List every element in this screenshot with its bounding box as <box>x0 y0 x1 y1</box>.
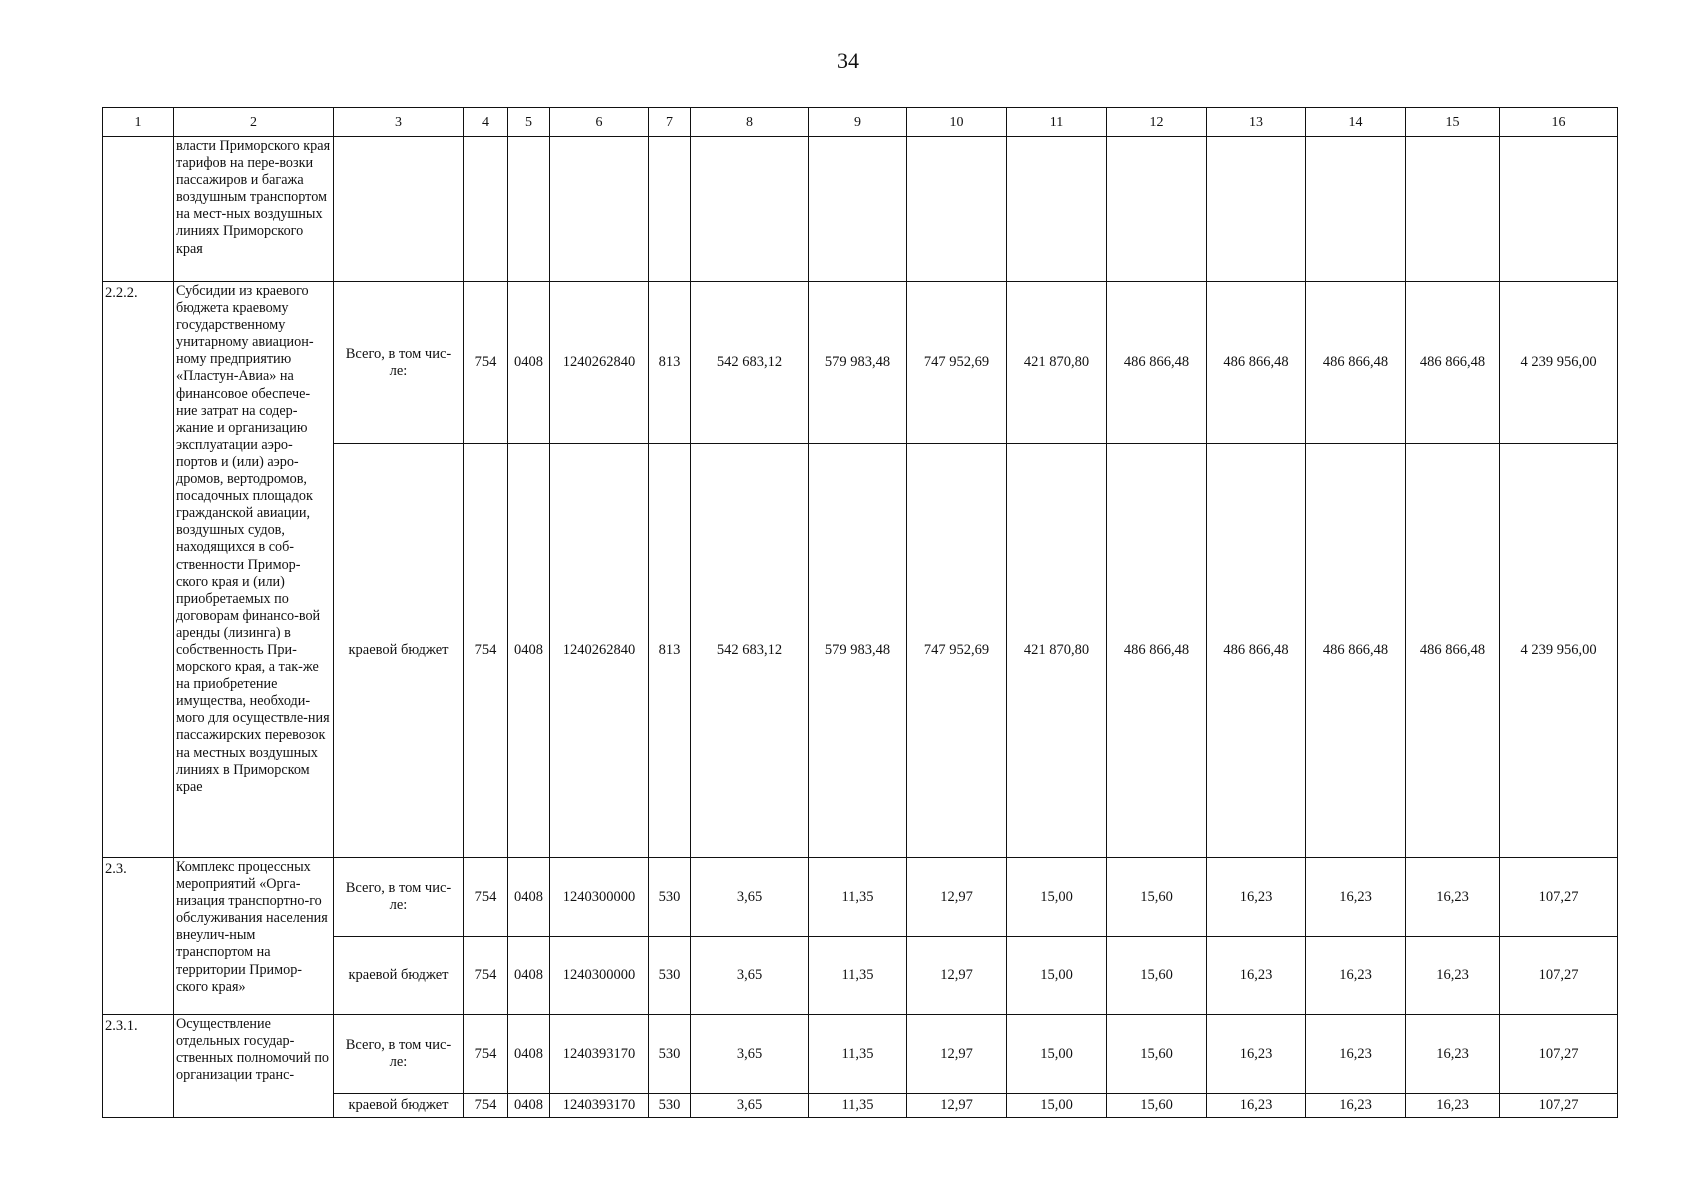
value-cell: 15,00 <box>1007 937 1107 1015</box>
item-number: 2.3. <box>103 858 174 1015</box>
code-cell: 754 <box>464 937 508 1015</box>
value-cell: 486 866,48 <box>1107 282 1207 444</box>
header-row <box>103 108 1618 137</box>
code-cell: 1240393170 <box>550 1094 649 1118</box>
value-cell: 16,23 <box>1207 937 1306 1015</box>
column-header: 10 <box>907 108 1007 137</box>
column-header: 16 <box>1500 108 1618 137</box>
item-name: власти Приморского края тарифов на пере-возки пассажиров и багажа воздушным транспортом на мест-ных воздушных линиях Приморского края <box>174 137 334 282</box>
item-number <box>103 137 174 282</box>
item-name: Субсидии из краевого бюджета краевому государственному унитарному авиацион-ному предприятию «Пластун-Авиа» на финансовое обеспече-ние затрат на содер-жание и организацию эксплуатации аэро-портов и (или) аэро-дромов, вертодромов, посадочных площадок гражданской авиации, воздушных судов, находящихся в соб-ственности Примор-ского края и (или) приобретаемых по договорам финансо-вой аренды (лизинга) в собственность При-морского края, а так-же на приобретение имущества, необходи-мого для осуществле-ния пассажирских перевозок на местных воздушных линиях в Приморском крае <box>174 282 334 858</box>
value-cell: 11,35 <box>809 937 907 1015</box>
column-header: 14 <box>1306 108 1406 137</box>
column-header: 5 <box>508 108 550 137</box>
item-number: 2.3.1. <box>103 1015 174 1118</box>
value-cell: 747 952,69 <box>907 282 1007 444</box>
code-cell: 530 <box>649 937 691 1015</box>
code-cell: 0408 <box>508 444 550 858</box>
column-header: 4 <box>464 108 508 137</box>
value-cell: 16,23 <box>1207 1015 1306 1094</box>
funding-source: Всего, в том чис-ле: <box>334 858 464 937</box>
value-cell: 4 239 956,00 <box>1500 444 1618 858</box>
code-cell: 754 <box>464 1094 508 1118</box>
value-cell: 107,27 <box>1500 937 1618 1015</box>
column-header: 1 <box>103 108 174 137</box>
column-header: 8 <box>691 108 809 137</box>
value-cell: 107,27 <box>1500 1015 1618 1094</box>
value-cell: 542 683,12 <box>691 444 809 858</box>
value-cell: 12,97 <box>907 858 1007 937</box>
value-cell: 486 866,48 <box>1207 444 1306 858</box>
table-row <box>103 1015 1618 1094</box>
value-cell: 15,60 <box>1107 1094 1207 1118</box>
code-cell: 754 <box>464 444 508 858</box>
code-cell: 530 <box>649 1094 691 1118</box>
item-name: Комплекс процессных мероприятий «Орга-низация транспортно-го обслуживания населения внеулич-ным транспортом на территории Примор-ского края» <box>174 858 334 1015</box>
column-header: 15 <box>1406 108 1500 137</box>
continuation-row <box>103 137 1618 282</box>
value-cell: 11,35 <box>809 858 907 937</box>
column-header: 3 <box>334 108 464 137</box>
table-row <box>103 858 1618 937</box>
funding-source: краевой бюджет <box>334 937 464 1015</box>
value-cell: 12,97 <box>907 1015 1007 1094</box>
value-cell: 579 983,48 <box>809 282 907 444</box>
code-cell: 1240393170 <box>550 1015 649 1094</box>
value-cell: 16,23 <box>1306 858 1406 937</box>
value-cell: 486 866,48 <box>1406 282 1500 444</box>
code-cell: 0408 <box>508 858 550 937</box>
value-cell: 421 870,80 <box>1007 282 1107 444</box>
value-cell: 3,65 <box>691 858 809 937</box>
value-cell: 486 866,48 <box>1406 444 1500 858</box>
item-name: Осуществление отдельных государ-ственных полномочий по организации транс- <box>174 1015 334 1118</box>
value-cell: 486 866,48 <box>1306 444 1406 858</box>
code-cell: 813 <box>649 282 691 444</box>
value-cell: 3,65 <box>691 937 809 1015</box>
code-cell: 754 <box>464 1015 508 1094</box>
funding-source: Всего, в том чис-ле: <box>334 1015 464 1094</box>
value-cell: 16,23 <box>1406 1015 1500 1094</box>
value-cell: 3,65 <box>691 1015 809 1094</box>
value-cell: 16,23 <box>1306 937 1406 1015</box>
table-row <box>103 282 1618 444</box>
page-number: 34 <box>837 48 859 73</box>
column-header: 2 <box>174 108 334 137</box>
column-header: 6 <box>550 108 649 137</box>
code-cell: 813 <box>649 444 691 858</box>
item-number: 2.2.2. <box>103 282 174 858</box>
funding-source: краевой бюджет <box>334 444 464 858</box>
value-cell: 747 952,69 <box>907 444 1007 858</box>
value-cell: 486 866,48 <box>1207 282 1306 444</box>
code-cell: 1240262840 <box>550 282 649 444</box>
value-cell: 16,23 <box>1406 937 1500 1015</box>
column-header: 12 <box>1107 108 1207 137</box>
value-cell: 4 239 956,00 <box>1500 282 1618 444</box>
code-cell: 0408 <box>508 937 550 1015</box>
value-cell: 15,60 <box>1107 858 1207 937</box>
value-cell: 16,23 <box>1406 1094 1500 1118</box>
value-cell: 12,97 <box>907 1094 1007 1118</box>
value-cell: 16,23 <box>1207 858 1306 937</box>
value-cell: 15,60 <box>1107 937 1207 1015</box>
code-cell: 754 <box>464 282 508 444</box>
value-cell: 16,23 <box>1406 858 1500 937</box>
funding-source: Всего, в том чис-ле: <box>334 282 464 444</box>
budget-table <box>102 107 1618 1118</box>
value-cell: 15,60 <box>1107 1015 1207 1094</box>
value-cell: 542 683,12 <box>691 282 809 444</box>
value-cell: 3,65 <box>691 1094 809 1118</box>
value-cell: 16,23 <box>1306 1094 1406 1118</box>
code-cell: 754 <box>464 858 508 937</box>
value-cell: 16,23 <box>1207 1094 1306 1118</box>
value-cell: 11,35 <box>809 1015 907 1094</box>
funding-source: краевой бюджет <box>334 1094 464 1118</box>
value-cell: 11,35 <box>809 1094 907 1118</box>
code-cell: 0408 <box>508 1094 550 1118</box>
column-header: 11 <box>1007 108 1107 137</box>
column-header: 9 <box>809 108 907 137</box>
value-cell: 16,23 <box>1306 1015 1406 1094</box>
code-cell: 530 <box>649 1015 691 1094</box>
code-cell: 1240262840 <box>550 444 649 858</box>
code-cell: 0408 <box>508 282 550 444</box>
value-cell: 486 866,48 <box>1107 444 1207 858</box>
code-cell: 530 <box>649 858 691 937</box>
value-cell: 15,00 <box>1007 858 1107 937</box>
value-cell: 421 870,80 <box>1007 444 1107 858</box>
code-cell: 1240300000 <box>550 858 649 937</box>
code-cell: 1240300000 <box>550 937 649 1015</box>
value-cell: 107,27 <box>1500 1094 1618 1118</box>
value-cell: 579 983,48 <box>809 444 907 858</box>
column-header: 7 <box>649 108 691 137</box>
value-cell: 15,00 <box>1007 1094 1107 1118</box>
value-cell: 486 866,48 <box>1306 282 1406 444</box>
value-cell: 107,27 <box>1500 858 1618 937</box>
column-header: 13 <box>1207 108 1306 137</box>
code-cell: 0408 <box>508 1015 550 1094</box>
value-cell: 12,97 <box>907 937 1007 1015</box>
value-cell: 15,00 <box>1007 1015 1107 1094</box>
